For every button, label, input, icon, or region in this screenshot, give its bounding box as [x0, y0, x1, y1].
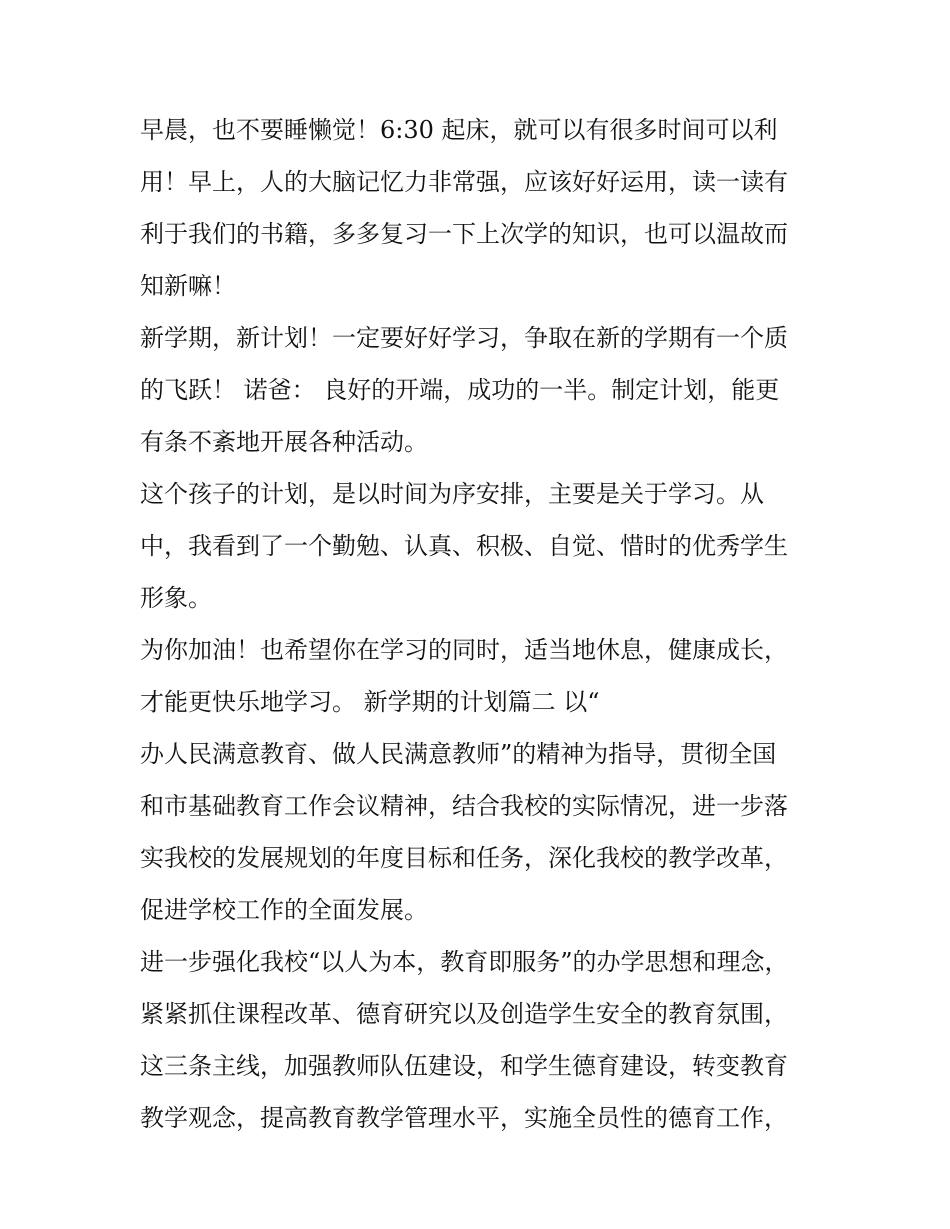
text-line: 促进学校工作的全面发展。: [140, 896, 428, 924]
text-line: 进一步强化我校“以人为本，教育即服务”的办学思想和理念，: [140, 948, 789, 976]
text-line: 为你加油！也希望你在学习的同时，适当地休息，健康成长，: [140, 636, 788, 664]
text-line: 这三条主线，加强教师队伍建设，和学生德育建设，转变教育: [140, 1052, 788, 1080]
text-line: 和市基础教育工作会议精神，结合我校的实际情况，进一步落: [140, 792, 788, 820]
text-line: 利于我们的书籍，多多复习一下上次学的知识，也可以温故而: [140, 220, 788, 248]
text-line: 有条不紊地开展各种活动。: [140, 428, 428, 456]
text-line: 紧紧抓住课程改革、德育研究以及创造学生安全的教育氛围，: [140, 1000, 788, 1028]
text-line: 才能更快乐地学习。 新学期的计划篇二 以“: [140, 688, 600, 716]
text-line: 知新嘛！: [140, 272, 236, 300]
text-line: 办人民满意教育、做人民满意教师”的精神为指导，贯彻全国: [140, 740, 777, 768]
text-line: 实我校的发展规划的年度目标和任务，深化我校的教学改革，: [140, 844, 788, 872]
text-line: 中，我看到了一个勤勉、认真、积极、自觉、惜时的优秀学生: [140, 532, 788, 560]
text-line: 新学期，新计划！一定要好好学习，争取在新的学期有一个质: [140, 324, 788, 352]
document-body: [140, 104, 830, 1144]
text-line: 教学观念，提高教育教学管理水平，实施全员性的德育工作，: [140, 1104, 788, 1132]
text-line: 的飞跃！ 诺爸： 良好的开端，成功的一半。制定计划，能更: [140, 376, 780, 404]
text-line: 这个孩子的计划，是以时间为序安排，主要是关于学习。从: [140, 480, 764, 508]
text-line: 早晨，也不要睡懒觉！6:30 起床，就可以有很多时间可以利: [140, 116, 778, 144]
text-line: 形象。: [140, 584, 212, 612]
text-line: 用！早上，人的大脑记忆力非常强，应该好好运用，读一读有: [140, 168, 788, 196]
